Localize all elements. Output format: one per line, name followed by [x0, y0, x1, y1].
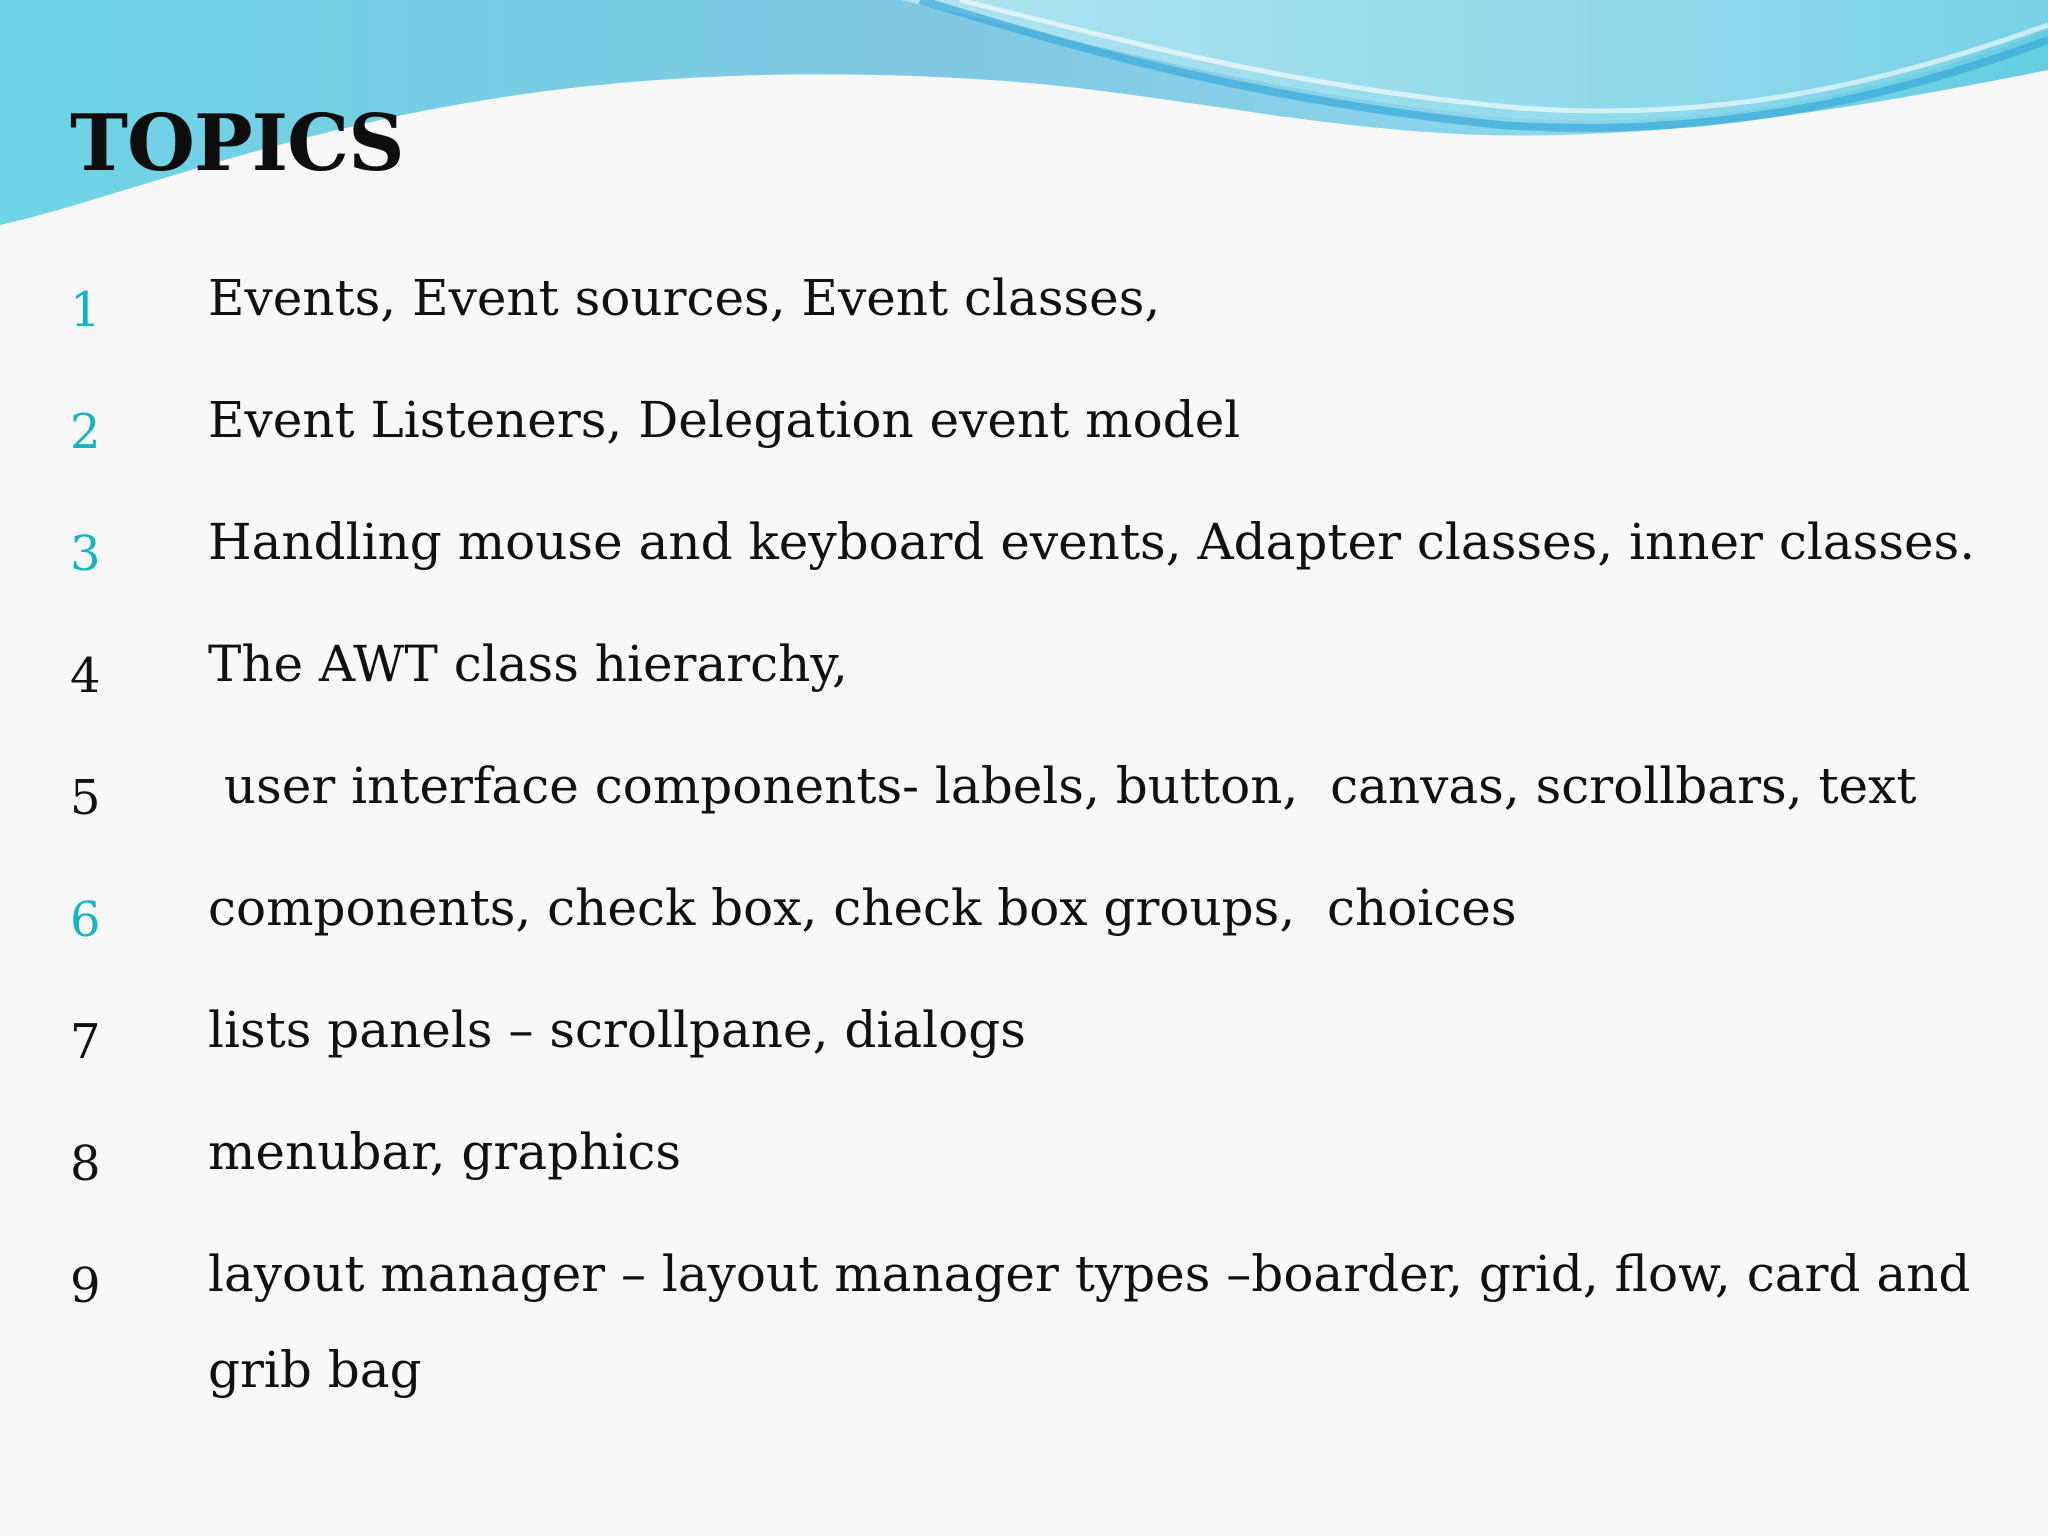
topic-item: [70, 258, 1990, 350]
topic-text: Event Listeners, Delegation event model: [208, 391, 1241, 449]
topic-text: The AWT class hierarchy,: [208, 635, 848, 693]
topic-number: 4: [70, 648, 101, 704]
topic-number: 5: [70, 770, 101, 826]
topic-item: [70, 502, 1990, 594]
topics-list: [70, 258, 1990, 1448]
topic-text: lists panels – scrollpane, dialogs: [208, 1001, 1026, 1059]
topic-item: [70, 868, 1990, 960]
topic-text: menubar, graphics: [208, 1123, 681, 1181]
topic-number: 9: [70, 1258, 101, 1314]
topic-item: [70, 746, 1990, 838]
topic-item: [70, 1112, 1990, 1204]
topic-text: Events, Event sources, Event classes,: [208, 269, 1161, 327]
topic-item: [70, 380, 1990, 472]
topic-text: user interface components- labels, button, canvas, scrollbars, text: [208, 757, 1917, 815]
slide-title: TOPICS: [70, 98, 404, 189]
topic-number: 1: [70, 282, 101, 338]
topic-number: 3: [70, 526, 101, 582]
topic-number: 8: [70, 1136, 101, 1192]
topic-text: Handling mouse and keyboard events, Adapter classes, inner classes.: [208, 513, 1976, 571]
topic-number: 6: [70, 892, 101, 948]
topic-item: [70, 624, 1990, 716]
topic-item: [70, 1234, 1990, 1418]
topic-item: [70, 990, 1990, 1082]
topic-number: 7: [70, 1014, 101, 1070]
topic-text: layout manager – layout manager types –boarder, grid, flow, card and grib bag: [208, 1245, 1987, 1399]
topic-number: 2: [70, 404, 101, 460]
topic-text: components, check box, check box groups, choices: [208, 879, 1517, 937]
